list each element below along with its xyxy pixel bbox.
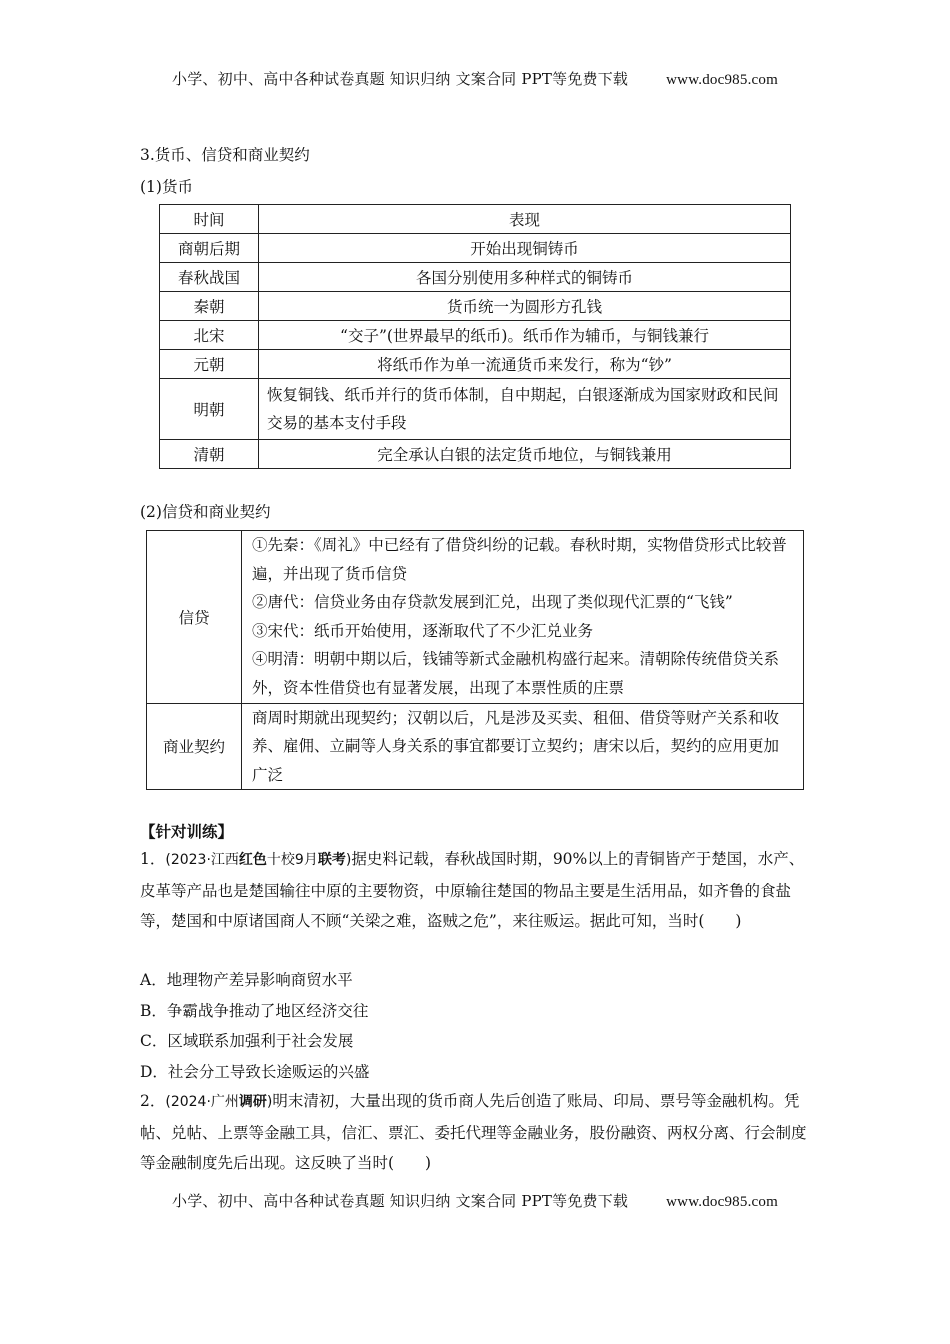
option-d[interactable]: D．社会分工导致长途贩运的兴盛 — [140, 1062, 370, 1081]
row-desc: 各国分别使用多种样式的铜铸币 — [259, 263, 791, 292]
page-header — [0, 68, 950, 89]
question-number: 1． — [140, 850, 166, 868]
source-part: (2023·江西 — [165, 852, 239, 868]
header-site-link[interactable]: www.doc985.com — [666, 72, 778, 88]
row-time: 秦朝 — [160, 292, 259, 321]
contract-label: 商业契约 — [147, 703, 242, 790]
table-row — [160, 440, 791, 469]
header-desc: 表现 — [259, 205, 791, 234]
question-1-options — [140, 965, 812, 1087]
option-c[interactable]: C．区域联系加强利于社会发展 — [140, 1032, 354, 1050]
credit-item: ②唐代：信贷业务由存贷款发展到汇兑，出现了类似现代汇票的“飞钱” — [252, 593, 733, 612]
row-time: 明朝 — [160, 379, 259, 440]
row-time: 北宋 — [160, 321, 259, 350]
source-part: 十校9月 — [266, 852, 318, 868]
money-table — [159, 204, 791, 469]
row-desc: 将纸币作为单一流通货币来发行，称为“钞” — [259, 350, 791, 379]
table-row — [160, 379, 791, 440]
footer-site-link[interactable]: www.doc985.com — [666, 1194, 778, 1210]
source-part: ) — [266, 1094, 273, 1110]
row-time: 清朝 — [160, 440, 259, 469]
credit-row — [147, 531, 804, 704]
row-desc: “交子”(世界最早的纸币)。纸币作为辅币，与铜钱兼行 — [259, 321, 791, 350]
row-time: 春秋战国 — [160, 263, 259, 292]
table-header-row — [160, 205, 791, 234]
money-heading: (1)货币 — [140, 178, 193, 196]
row-desc: 恢复铜钱、纸币并行的货币体制，自中期起，白银逐渐成为国家财政和民间交易的基本支付手段 — [259, 379, 791, 440]
question-source — [165, 1094, 272, 1110]
credit-item: ①先秦：《周礼》中已经有了借贷纠纷的记载。春秋时期，实物借贷形式比较普遍，并出现了货币信贷 — [252, 536, 787, 583]
table-row — [160, 263, 791, 292]
header-time: 时间 — [160, 205, 259, 234]
question-number: 2． — [140, 1092, 166, 1110]
table-row — [160, 292, 791, 321]
source-part: 调研 — [238, 1094, 267, 1110]
question-text: 据史料记载，春秋战国时期，90%以上的青铜皆产于楚国，水产、皮革等产品也是楚国输往中原的主要物资，中原输往楚国的物品主要是生活用品，如齐鲁的食盐等，楚国和中原诸国商人不顾“关梁之难，盗贼之危”，来往贩运。据此可知，当时( ) — [140, 850, 805, 930]
credit-item: ④明清：明朝中期以后，钱铺等新式金融机构盛行起来。清朝除传统借贷关系外，资本性借贷也有显著发展，出现了本票性质的庄票 — [252, 650, 780, 697]
question-2 — [140, 1086, 812, 1179]
source-part: ) — [345, 852, 352, 868]
table-row — [160, 321, 791, 350]
table-row — [160, 234, 791, 263]
question-text: 明末清初，大量出现的货币商人先后创造了账局、印局、票号等金融机构。凭帖、兑帖、上票等金融工具，信汇、票汇、委托代理等金融业务，股份融资、两权分离、行会制度等金融制度先后出现。这反映了当时( ) — [140, 1092, 807, 1172]
training-title: 【针对训练】 — [140, 822, 234, 841]
credit-heading: (2)信贷和商业契约 — [140, 503, 271, 521]
page-footer — [0, 1190, 950, 1211]
credit-label: 信贷 — [147, 531, 242, 704]
row-desc: 货币统一为圆形方孔钱 — [259, 292, 791, 321]
credit-body — [242, 531, 804, 704]
option-b[interactable]: B．争霸战争推动了地区经济交往 — [140, 1001, 369, 1020]
contract-body: 商周时期就出现契约；汉朝以后，凡是涉及买卖、租佃、借贷等财产关系和收养、雇佣、立嗣等人身关系的事宜都要订立契约；唐宋以后，契约的应用更加广泛 — [242, 703, 804, 790]
header-text: 小学、初中、高中各种试卷真题 知识归纳 文案合同 PPT等免费下载 — [172, 70, 629, 88]
source-part: 红色 — [238, 852, 267, 868]
row-desc: 开始出现铜铸币 — [259, 234, 791, 263]
row-desc: 完全承认白银的法定货币地位，与铜钱兼用 — [259, 440, 791, 469]
section-title: 3.货币、信贷和商业契约 — [140, 146, 310, 164]
credit-table — [146, 530, 804, 790]
row-time: 商朝后期 — [160, 234, 259, 263]
row-time: 元朝 — [160, 350, 259, 379]
source-part: 联考 — [317, 852, 346, 868]
table-row — [160, 350, 791, 379]
footer-text: 小学、初中、高中各种试卷真题 知识归纳 文案合同 PPT等免费下载 — [172, 1192, 629, 1210]
contract-row — [147, 703, 804, 790]
source-part: (2024·广州 — [165, 1094, 239, 1110]
question-1 — [140, 844, 812, 937]
credit-item: ③宋代：纸币开始使用，逐渐取代了不少汇兑业务 — [252, 621, 594, 640]
question-source — [165, 852, 351, 868]
option-a[interactable]: A．地理物产差异影响商贸水平 — [140, 971, 353, 989]
